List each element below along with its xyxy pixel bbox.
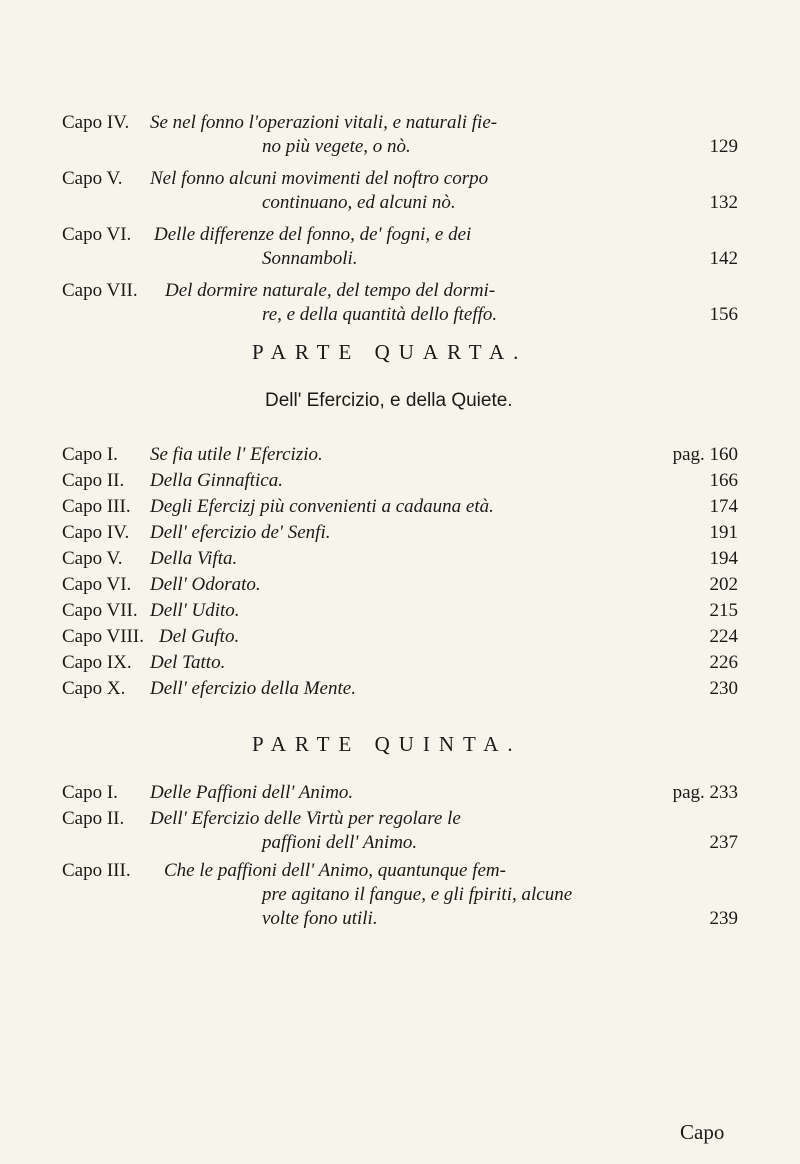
page-number: 156 [709, 304, 738, 325]
chapter-number: Capo VII. [62, 280, 138, 301]
chapter-title: Del Gufto. [159, 626, 240, 647]
chapter-title-cont: Sonnamboli. [262, 248, 358, 269]
page-number: 142 [709, 248, 738, 269]
page-number: 230 [709, 678, 738, 699]
page-number: 129 [709, 136, 738, 157]
chapter-number: Capo I. [62, 444, 118, 465]
page-number: 191 [709, 522, 738, 543]
chapter-number: Capo VIII. [62, 626, 144, 647]
chapter-number: Capo V. [62, 548, 123, 569]
chapter-title: Se fia utile l' Efercizio. [150, 444, 323, 465]
chapter-title: Se nel fonno l'operazioni vitali, e naturali fie- [150, 112, 498, 133]
chapter-number: Capo X. [62, 678, 126, 699]
chapter-title: Dell' Odorato. [150, 574, 261, 595]
chapter-number: Capo I. [62, 782, 118, 803]
page-number: 166 [709, 470, 738, 491]
chapter-title: Nel fonno alcuni movimenti del noftro corpo [150, 168, 489, 189]
part-heading: PARTE QUINTA. [252, 732, 522, 756]
catchword: Capo [680, 1120, 725, 1144]
chapter-title-cont: paffioni dell' Animo. [262, 832, 418, 853]
chapter-number: Capo IX. [62, 652, 132, 673]
chapter-number: Capo VII. [62, 600, 138, 621]
chapter-title: Degli Efercizj più convenienti a cadauna età. [150, 496, 494, 517]
chapter-number: Capo II. [62, 470, 125, 491]
chapter-title-cont: no più vegete, o nò. [262, 136, 411, 157]
page-number: 224 [709, 626, 738, 647]
chapter-title: Dell' Udito. [150, 600, 240, 621]
page-number: 237 [709, 832, 738, 853]
chapter-title-cont: re, e della quantità dello fteffo. [262, 304, 498, 325]
chapter-title-cont: continuano, ed alcuni nò. [262, 192, 456, 213]
chapter-title: Del Tatto. [150, 652, 226, 673]
part-subtitle: Dell' Efercizio, e della Quiete. [265, 390, 513, 411]
chapter-number: Capo VI. [62, 574, 132, 595]
chapter-number: Capo IV. [62, 522, 130, 543]
page-number: 239 [709, 908, 738, 929]
chapter-title: Delle Paffioni dell' Animo. [150, 782, 354, 803]
chapter-title: Dell' efercizio della Mente. [150, 678, 356, 699]
chapter-title: Delle differenze del fonno, de' fogni, e dei [154, 224, 472, 245]
page-number: 226 [709, 652, 738, 673]
part-heading: PARTE QUARTA. [252, 340, 528, 364]
chapter-title-cont2: volte fono utili. [262, 908, 378, 929]
page-number: 174 [709, 496, 738, 517]
page-number: 194 [709, 548, 738, 569]
chapter-title: Della Vifta. [150, 548, 238, 569]
chapter-title: Della Ginnaftica. [150, 470, 283, 491]
chapter-number: Capo III. [62, 860, 131, 881]
chapter-title: Del dormire naturale, del tempo del dormi- [165, 280, 496, 301]
chapter-title: Dell' Efercizio delle Virtù per regolare le [150, 808, 461, 829]
page-number: 215 [709, 600, 738, 621]
page-number: 202 [709, 574, 738, 595]
chapter-title-cont: pre agitano il fangue, e gli fpiriti, alcune [262, 884, 573, 905]
page-number: pag. 160 [672, 444, 738, 465]
page-number: 132 [709, 192, 738, 213]
chapter-title: Che le paffioni dell' Animo, quantunque fem- [164, 860, 506, 881]
chapter-number: Capo V. [62, 168, 123, 189]
chapter-number: Capo II. [62, 808, 125, 829]
chapter-number: Capo VI. [62, 224, 132, 245]
page-number: pag. 233 [672, 782, 738, 803]
chapter-title: Dell' efercizio de' Senfi. [150, 522, 331, 543]
chapter-number: Capo IV. [62, 112, 130, 133]
chapter-number: Capo III. [62, 496, 131, 517]
